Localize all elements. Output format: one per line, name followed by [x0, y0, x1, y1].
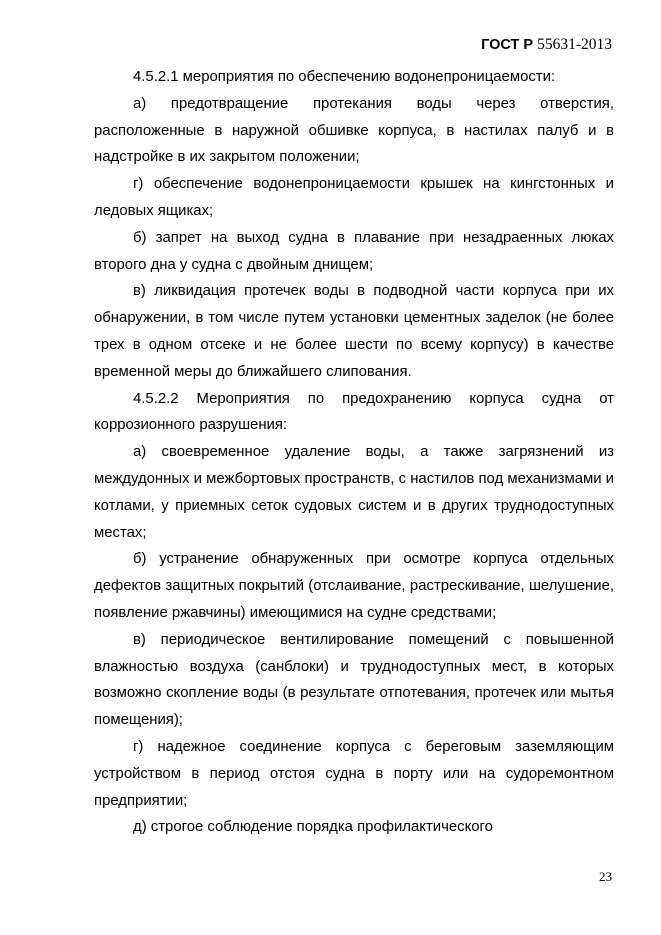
page-header	[481, 36, 612, 54]
standard-number: 55631-2013	[537, 36, 612, 53]
paragraph: в) ликвидация протечек воды в подводной части корпуса при их обнаружении, в том числе путем установки цементных заделок (не более трех в одном отсеке и не более шести по всему корпусу) в качестве временной меры до ближайшего слипования.	[94, 283, 614, 380]
gost-label: ГОСТ Р	[481, 37, 534, 53]
paragraph: г) надежное соединение корпуса с береговым заземляющим устройством в период отстоя судна в порту или на судоремонтном предприятии;	[94, 738, 614, 809]
paragraph: б) запрет на выход судна в плавание при незадраенных люках второго дна у судна с двойным днищем;	[94, 229, 614, 273]
paragraph: 4.5.2.2 Мероприятия по предохранению корпуса судна от коррозионного разрушения:	[94, 390, 614, 434]
paragraph: 4.5.2.1 мероприятия по обеспечению водонепроницаемости:	[133, 69, 556, 85]
paragraph: б) устранение обнаруженных при осмотре корпуса отдельных дефектов защитных покрытий (отслаивание, растрескивание, шелушение, появление ржавчины) имеющимися на судне средствами;	[94, 551, 614, 621]
paragraph: в) периодическое вентилирование помещений с повышенной влажностью воздуха (санблоки) и труднодоступных мест, в которых возможно скопление воды (в результате отпотевания, протечек или мытья помещения);	[94, 631, 614, 729]
document-body	[94, 64, 614, 841]
page-number: 23	[599, 869, 612, 884]
paragraph: г) обеспечение водонепроницаемости крышек на кингстонных и ледовых ящиках;	[94, 176, 614, 219]
paragraph: а) своевременное удаление воды, а также загрязнений из междудонных и межбортовых пространств, с настилов под механизмами и котлами, у приемных сеток судовых систем и в других труднодоступных местах;	[94, 444, 614, 541]
paragraph: а) предотвращение протекания воды через отверстия, расположенные в наружной обшивке корпуса, в настилах палуб и в надстройке в их закрытом положении;	[94, 95, 614, 166]
paragraph: д) строгое соблюдение порядка профилактического	[133, 819, 493, 836]
